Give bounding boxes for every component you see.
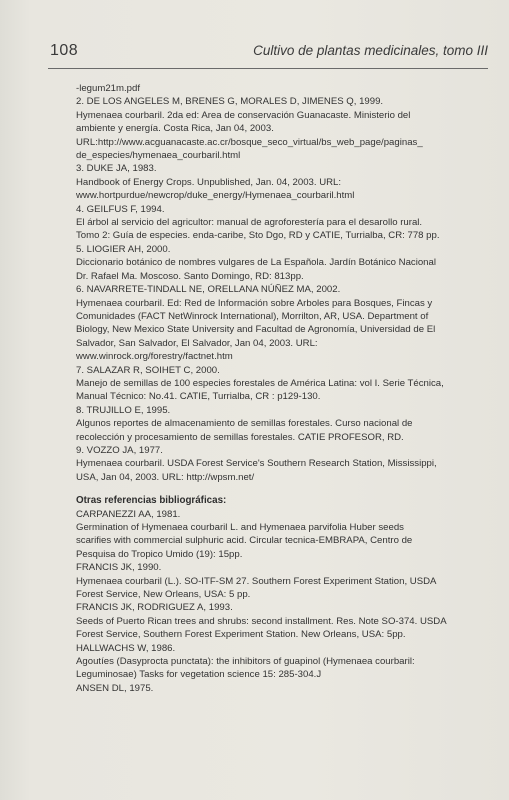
reference-line: Seeds of Puerto Rican trees and shrubs: second installment. Res. Note SO-374. USDA	[76, 615, 447, 627]
reference-line: Manejo de semillas de 100 especies forestales de América Latina: vol I. Serie Técnica,	[76, 377, 444, 389]
reference-line: 9. VOZZO JA, 1977.	[76, 444, 163, 456]
reference-line: Biology, New Mexico State University and Facultad de Agronomía, Universidad de El	[76, 324, 436, 336]
reference-line: de_especies/hymenaea_courbaril.html	[76, 150, 241, 162]
reference-line: Agoutíes (Dasyprocta punctata): the inhibitors of guapinol (Hymenaea courbaril:	[76, 656, 415, 668]
reference-line: 4. GEILFUS F, 1994.	[76, 203, 165, 215]
reference-line: Forest Service, New Orleans, USA: 5 pp.	[76, 589, 251, 601]
reference-line: Handbook of Energy Crops. Unpublished, Jan. 04, 2003. URL:	[76, 176, 342, 188]
reference-line: Hymenaea courbaril. USDA Forest Service's Southern Research Station, Mississippi,	[76, 458, 437, 470]
reference-line: USA, Jan 04, 2003. URL: http://wpsm.net/	[76, 471, 255, 483]
reference-line: Pesquisa do Tropico Umido (19): 15pp.	[76, 548, 243, 560]
other-references-heading: Otras referencias bibliográficas:	[76, 495, 227, 507]
header-rule	[48, 68, 488, 69]
running-title: Cultivo de plantas medicinales, tomo III	[253, 43, 488, 58]
reference-line: Leguminosae) Tasks for vegetation science 15: 285-304.J	[76, 669, 322, 681]
reference-line: ANSEN DL, 1975.	[76, 682, 154, 694]
reference-line: Dr. Rafael Ma. Moscoso. Santo Domingo, RD: 813pp.	[76, 270, 304, 282]
references-body	[76, 82, 488, 695]
reference-line: Forest Service, Southern Forest Experiment Station. New Orleans, USA: 5pp.	[76, 629, 406, 641]
reference-line: Diccionario botánico de nombres vulgares de La Española. Jardín Botánico Nacional	[76, 257, 436, 269]
reference-line: 7. SALAZAR R, SOIHET C, 2000.	[76, 364, 220, 376]
reference-line: ambiente y energía. Costa Rica, Jan 04, 2003.	[76, 123, 274, 135]
reference-line: Hymenaea courbaril. 2da ed: Area de conservación Guanacaste. Ministerio del	[76, 109, 411, 121]
reference-line: Germination of Hymenaea courbaril L. and Hymenaea parvifolia Huber seeds	[76, 522, 404, 533]
reference-line: CARPANEZZI AA, 1981.	[76, 508, 181, 520]
other-reference-list	[76, 508, 488, 696]
reference-line: Hymenaea courbaril. Ed: Red de Información sobre Arboles para Bosques, Fincas y	[76, 297, 433, 309]
reference-line: 6. NAVARRETE-TINDALL NE, ORELLANA NÚÑEZ MA, 2002.	[76, 284, 341, 296]
reference-line: URL:http://www.acguanacaste.ac.cr/bosque_seco_virtual/bs_web_page/paginas_	[76, 136, 423, 148]
reference-line: Salvador, San Salvador, El Salvador, Jan 04, 2003. URL:	[76, 337, 318, 349]
reference-line: -legum21m.pdf	[76, 83, 140, 94]
reference-line: 5. LIOGIER AH, 2000.	[76, 243, 171, 255]
reference-line: scarifies with commercial sulphuric acid. Circular tecnica-EMBRAPA, Centro de	[76, 535, 413, 547]
reference-line: www.winrock.org/forestry/factnet.htm	[76, 351, 233, 363]
reference-line: Tomo 2: Guía de especies. enda-caribe, Sto Dgo, RD y CATIE, Turrialba, CR: 778 pp.	[76, 230, 440, 242]
reference-line: Comunidades (FACT NetWinrock International), Morrilton, AR, USA. Department of	[76, 310, 429, 322]
reference-line: 3. DUKE JA, 1983.	[76, 163, 157, 175]
reference-line: Hymenaea courbaril (L.). SO-ITF-SM 27. Southern Forest Experiment Station, USDA	[76, 575, 437, 587]
reference-line: El árbol al servicio del agricultor: manual de agroforestería para el desarollo rural.	[76, 217, 423, 229]
reference-line: Manual Técnico: No.41. CATIE, Turrialba, CR : p129-130.	[76, 391, 321, 403]
reference-line: Algunos reportes de almacenamiento de semillas forestales. Curso nacional de	[76, 418, 413, 430]
reference-list	[76, 82, 488, 484]
reference-line: FRANCIS JK, 1990.	[76, 562, 162, 574]
reference-line: www.hortpurdue/newcrop/duke_energy/Hymenaea_courbaril.html	[76, 190, 355, 202]
page-number: 108	[50, 42, 79, 59]
reference-line: 2. DE LOS ANGELES M, BRENES G, MORALES D, JIMENES Q, 1999.	[76, 96, 384, 108]
reference-line: FRANCIS JK, RODRIGUEZ A, 1993.	[76, 602, 233, 614]
reference-line: 8. TRUJILLO E, 1995.	[76, 404, 171, 416]
reference-line: recolección y procesamiento de semillas forestales. CATIE PROFESOR, RD.	[76, 431, 404, 443]
reference-line: HALLWACHS W, 1986.	[76, 642, 176, 654]
